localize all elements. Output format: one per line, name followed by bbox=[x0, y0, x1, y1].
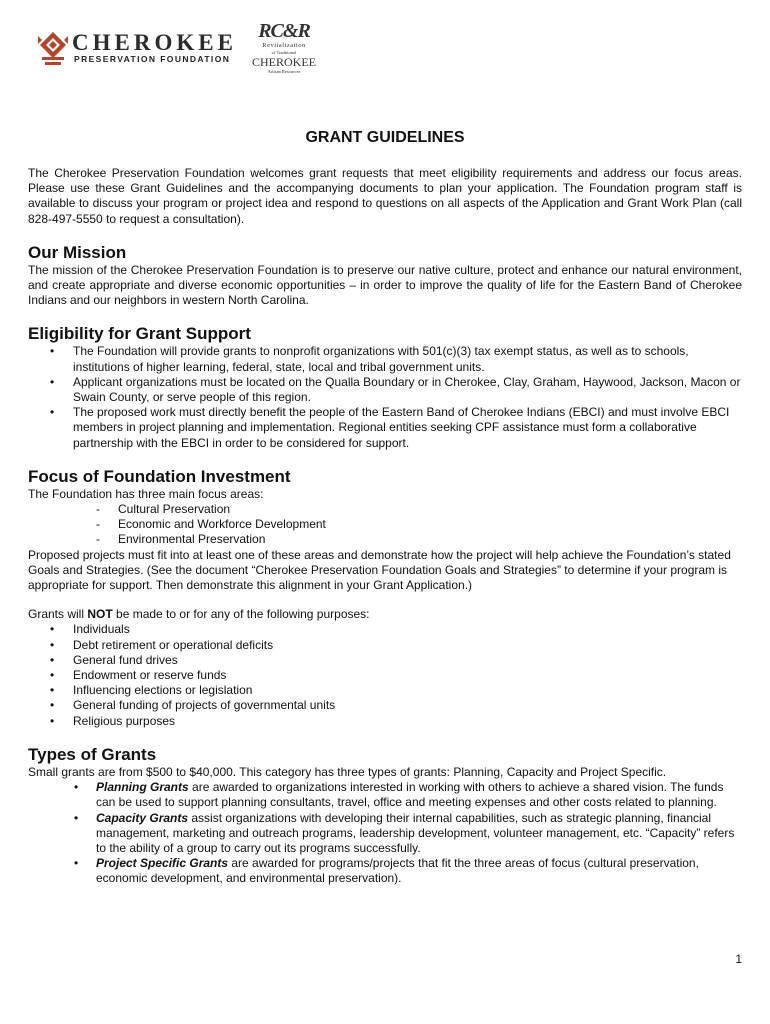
list-item bbox=[28, 856, 742, 886]
grant-type-text: assist organizations with developing their internal capabilities, such as strategic planning, financial management, marketing and outreach programs, leadership development, volunteer management, etc. “Capacity” refers to the ability of a group to carry out its programs successfully. bbox=[96, 810, 735, 855]
list-item: • Applicant organizations must be located on the Qualla Boundary or in Cherokee, Clay, Graham, Haywood, Jackson, Macon or Swain County, or serve people of this region. bbox=[28, 375, 742, 405]
list-item: • Individuals bbox=[28, 622, 742, 637]
grant-type-text: are awarded for programs/projects that fit the three areas of focus (cultural preservation, economic development, and environmental preservation). bbox=[96, 856, 699, 886]
list-item bbox=[28, 811, 742, 857]
list-item: • Debt retirement or operational deficits bbox=[28, 638, 742, 653]
page-title: GRANT GUIDELINES bbox=[305, 129, 465, 146]
list-item: • The Foundation will provide grants to nonprofit organizations with 501(c)(3) tax exempt status, as well as to schools, institutions of higher learning, federal, state, local and tribal government units. bbox=[28, 344, 742, 374]
list-item: - Environmental Preservation bbox=[28, 532, 742, 547]
eligibility-heading: Eligibility for Grant Support bbox=[28, 324, 251, 344]
list-item: • Religious purposes bbox=[28, 714, 742, 729]
not-eligible-list bbox=[28, 622, 742, 728]
not-emphasis: NOT bbox=[87, 607, 113, 622]
list-item: • Endowment or reserve funds bbox=[28, 668, 742, 683]
list-item: • Influencing elections or legislation bbox=[28, 683, 742, 698]
focus-heading: Focus of Foundation Investment bbox=[28, 466, 291, 486]
list-item: • The proposed work must directly benefit the people of the Eastern Band of Cherokee Indians (EBCI) and must involve EBCI members in project planning and implementation. Regional entities seeking CPF assistance must form a collaborative partnership with the EBCI in order to be considered for support. bbox=[28, 405, 742, 451]
grant-type-text: are awarded to organizations interested in working with others to achieve a shared vision. The funds can be used to support planning consultants, travel, office and meeting expenses and other costs related to planning. bbox=[96, 780, 724, 810]
rtcar-logo-line4: Artisan Resources bbox=[267, 69, 301, 74]
mission-heading: Our Mission bbox=[28, 242, 127, 262]
grant-type-term: Project Specific Grants bbox=[96, 856, 229, 871]
cherokee-preservation-foundation-logo bbox=[36, 30, 236, 70]
eligibility-list bbox=[28, 344, 742, 450]
grant-types-list bbox=[28, 780, 742, 886]
cpf-emblem-icon bbox=[36, 30, 70, 68]
rtcar-logo bbox=[244, 20, 324, 76]
cpf-logo-name: CHEROKEE bbox=[72, 30, 237, 55]
rtcar-logo-mark: RC&R bbox=[258, 20, 310, 42]
cpf-logo-subtitle: PRESERVATION FOUNDATION bbox=[74, 54, 231, 64]
grant-type-term: Capacity Grants bbox=[96, 810, 189, 825]
focus-areas-list bbox=[28, 502, 742, 548]
focus-lead: The Foundation has three main focus areas: bbox=[28, 486, 264, 501]
not-eligible-lead bbox=[28, 607, 742, 622]
types-heading: Types of Grants bbox=[28, 744, 157, 764]
focus-paragraph: Proposed projects must fit into at least one of these areas and demonstrate how the project will help achieve the Foundation’s stated Goals and Strategies. (See the document “Cherokee Preservation Foundation Goals and Strategies” to determine if your program is appropriate for support. Then demonstrate this alignment in your Grant Application.) bbox=[28, 547, 731, 593]
list-item bbox=[28, 780, 742, 810]
mission-paragraph: The mission of the Cherokee Preservation Foundation is to preserve our native culture, protect and enhance our natural environment, and create appropriate and diverse economic opportunities – in order to improve the quality of life for the Eastern Band of Cherokee Indians and our neighbors in western North Carolina. bbox=[28, 262, 742, 308]
rtcar-logo-line3: CHEROKEE bbox=[252, 55, 316, 69]
intro-paragraph: The Cherokee Preservation Foundation welcomes grant requests that meet eligibility requirements and address our focus areas. Please use these Grant Guidelines and the accompanying documents to plan your application. The Foundation program staff is available to discuss your program or project idea and respond to questions on all aspects of the Application and Grant Work Plan (call 828-497-5550 to request a consultation). bbox=[28, 166, 742, 226]
not-eligible-post: be made to or for any of the following purposes: bbox=[112, 607, 370, 622]
not-eligible-pre: Grants will bbox=[28, 607, 88, 622]
page-number: 1 bbox=[735, 952, 742, 966]
list-item: • General fund drives bbox=[28, 653, 742, 668]
list-item: - Cultural Preservation bbox=[28, 502, 742, 517]
rtcar-logo-line2: of Traditional bbox=[271, 50, 297, 55]
list-item: - Economic and Workforce Development bbox=[28, 517, 742, 532]
list-item: • General funding of projects of governmental units bbox=[28, 698, 742, 713]
rtcar-logo-line1: Revitalization bbox=[262, 42, 306, 49]
types-lead: Small grants are from $500 to $40,000. This category has three types of grants: Planning, Capacity and Project Specific. bbox=[28, 764, 667, 779]
grant-type-term: Planning Grants bbox=[96, 780, 189, 795]
document-body bbox=[28, 128, 742, 887]
